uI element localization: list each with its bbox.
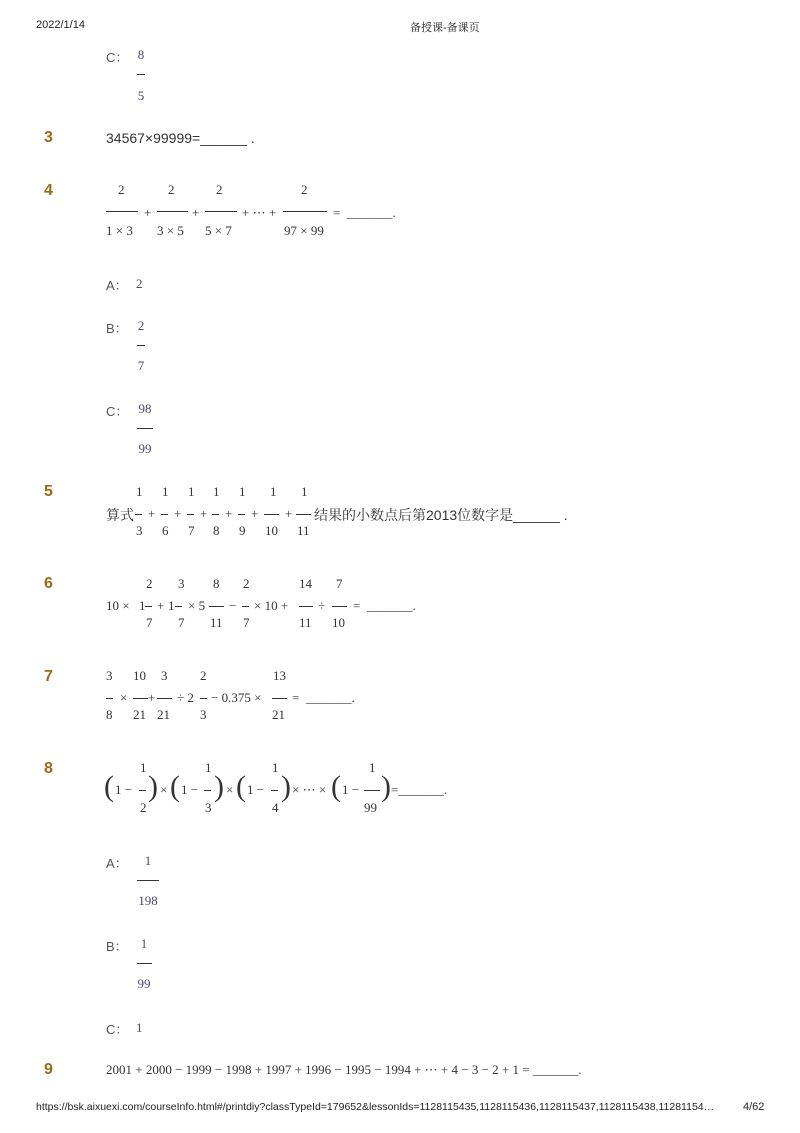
denominator: 3 × 5: [157, 223, 184, 238]
question-expression: 2001 + 2000 − 1999 − 1998 + 1997 + 1996 − 1995 − 1994 + ⋯ + 4 − 3 − 2 + 1 = _______.: [106, 1062, 582, 1077]
page-number: 4/62: [743, 1101, 765, 1113]
option-label: A：: [106, 278, 128, 293]
numerator: 2: [168, 182, 175, 197]
option-label: C：: [106, 404, 129, 419]
right-paren: ): [381, 770, 391, 803]
answer-blank[interactable]: _______.: [367, 598, 416, 613]
question-number: 4: [44, 182, 53, 199]
denominator: 21: [157, 707, 170, 722]
fraction-bar: [283, 211, 327, 212]
denominator: 2: [140, 800, 147, 815]
answer-blank[interactable]: =_______.: [391, 782, 448, 797]
operator: +: [148, 690, 156, 705]
numerator: 2: [118, 182, 125, 197]
denominator: 7: [178, 615, 185, 630]
question-number: 3: [44, 129, 53, 146]
fraction-denominator: 99: [137, 976, 151, 991]
fraction-bar: [209, 606, 224, 607]
denominator: 3: [200, 707, 207, 722]
fraction-bar: [212, 514, 219, 515]
numerator: 2: [216, 182, 223, 197]
operator: − 0.375 ×: [211, 690, 262, 705]
operator: × 10 +: [254, 598, 289, 613]
denominator: 1 × 3: [106, 223, 133, 238]
numerator: 3: [161, 668, 168, 683]
operator: +: [192, 205, 200, 220]
operator: +: [200, 506, 208, 521]
operator: +: [174, 506, 182, 521]
denominator: 11: [299, 615, 312, 630]
denominator: 21: [133, 707, 146, 722]
fraction-bar: [161, 514, 168, 515]
operator: =: [333, 205, 341, 220]
term: 1 −: [342, 782, 360, 797]
question-number: 8: [44, 760, 53, 777]
print-date: 2022/1/14: [36, 19, 85, 31]
question-number: 6: [44, 575, 53, 592]
fraction-bar: [145, 606, 152, 607]
option-label: B：: [106, 321, 128, 336]
operator: × ⋯ ×: [292, 782, 327, 797]
denominator: 10: [332, 615, 345, 630]
numerator: 1: [213, 484, 220, 499]
fraction-numerator: 8: [137, 47, 145, 62]
fraction-bar: [137, 74, 145, 75]
question-text: 34567×99999=______ .: [106, 130, 255, 146]
denominator: 3: [205, 800, 212, 815]
operator: ×: [226, 782, 234, 797]
right-paren: ): [281, 770, 291, 803]
operator: =: [292, 690, 300, 705]
term: 1: [139, 598, 146, 613]
numerator: 13: [273, 668, 286, 683]
fraction-denominator: 99: [138, 441, 152, 456]
fraction-numerator: 1: [144, 853, 152, 868]
question-number: 9: [44, 1061, 53, 1078]
fraction-numerator: 1: [140, 936, 148, 951]
fraction-denominator: 5: [137, 88, 145, 103]
numerator: 1: [272, 760, 279, 775]
denominator: 11: [210, 615, 223, 630]
denominator: 7: [146, 615, 153, 630]
denominator: 10: [265, 523, 278, 538]
left-paren: (: [170, 770, 180, 803]
fraction-numerator: 98: [138, 401, 152, 416]
operator: ÷ 2: [177, 690, 194, 705]
numerator: 1: [188, 484, 195, 499]
fraction-denominator: 198: [138, 893, 158, 908]
denominator: 99: [364, 800, 377, 815]
operator: +: [251, 506, 259, 521]
operator: +: [285, 506, 293, 521]
operator: =: [353, 598, 361, 613]
fraction-bar: [264, 514, 279, 515]
question-number: 5: [44, 483, 53, 500]
answer-blank[interactable]: _______.: [347, 205, 396, 220]
operator: × 5: [188, 598, 206, 613]
fraction-bar: [139, 790, 146, 791]
fraction-bar: [200, 698, 207, 699]
denominator: 4: [272, 800, 279, 815]
fraction-bar: [187, 514, 194, 515]
denominator: 8: [106, 707, 113, 722]
denominator: 9: [239, 523, 246, 538]
fraction-bar: [332, 606, 347, 607]
fraction-bar: [157, 698, 172, 699]
numerator: 10: [133, 668, 146, 683]
denominator: 5 × 7: [205, 223, 232, 238]
fraction-bar: [272, 698, 287, 699]
denominator: 97 × 99: [284, 223, 324, 238]
term: 1 −: [181, 782, 199, 797]
term: 1 −: [247, 782, 265, 797]
fraction-bar: [157, 211, 188, 212]
fraction-bar: [133, 698, 148, 699]
fraction-bar: [137, 963, 152, 964]
numerator: 1: [301, 484, 308, 499]
fraction-bar: [106, 211, 138, 212]
fraction-bar: [299, 606, 313, 607]
numerator: 2: [200, 668, 207, 683]
fraction-bar: [364, 790, 380, 791]
fraction-bar: [137, 880, 159, 881]
numerator: 1: [205, 760, 212, 775]
option-value: 2: [136, 276, 143, 291]
right-paren: ): [214, 770, 224, 803]
fraction-bar: [204, 790, 211, 791]
fraction-bar: [175, 606, 182, 607]
denominator: 3: [136, 523, 143, 538]
numerator: 2: [301, 182, 308, 197]
numerator: 1: [140, 760, 147, 775]
left-paren: (: [331, 770, 341, 803]
term: 1 −: [115, 782, 133, 797]
operator: +: [144, 205, 152, 220]
operator: ×: [160, 782, 168, 797]
option-value: 1: [136, 1020, 143, 1035]
question-number: 7: [44, 668, 53, 685]
fraction-bar: [135, 514, 142, 515]
numerator: 14: [299, 576, 312, 591]
option-label: B：: [106, 939, 128, 954]
fraction-numerator: 2: [137, 318, 145, 333]
numerator: 1: [162, 484, 169, 499]
numerator: 1: [136, 484, 143, 499]
operator: −: [229, 598, 237, 613]
denominator: 21: [272, 707, 285, 722]
left-paren: (: [104, 770, 114, 803]
fraction-bar: [137, 428, 153, 429]
numerator: 2: [146, 576, 153, 591]
operator: ×: [120, 690, 128, 705]
numerator: 8: [213, 576, 220, 591]
fraction-bar: [238, 514, 245, 515]
page-url: https://bsk.aixuexi.com/courseInfo.html#/printdiy?classTypeId=179652&lessonIds=1128115435,1128115436,1128115437,1128115438,11281154…: [36, 1101, 715, 1113]
option-label: C：: [106, 1022, 129, 1037]
fraction-bar: [242, 606, 249, 607]
denominator: 8: [213, 523, 220, 538]
numerator: 7: [336, 576, 343, 591]
fraction-denominator: 7: [137, 358, 145, 373]
denominator: 6: [162, 523, 169, 538]
fraction-bar: [205, 211, 237, 212]
operator: +: [225, 506, 233, 521]
answer-blank[interactable]: _______.: [306, 690, 355, 705]
operator: ÷: [318, 598, 326, 613]
option-label: C：: [106, 50, 129, 65]
fraction-bar: [271, 790, 278, 791]
left-paren: (: [236, 770, 246, 803]
term: 10 ×: [106, 598, 130, 613]
fraction-bar: [296, 514, 311, 515]
operator: + ⋯ +: [242, 205, 277, 220]
fraction-bar: [137, 345, 145, 346]
numerator: 1: [239, 484, 246, 499]
option-label: A：: [106, 856, 128, 871]
numerator: 1: [270, 484, 277, 499]
denominator: 7: [243, 615, 250, 630]
question-prefix: 算式: [106, 507, 134, 523]
numerator: 2: [243, 576, 250, 591]
numerator: 3: [178, 576, 185, 591]
page-title: 备授课-备课页: [410, 22, 480, 34]
operator: +: [148, 506, 156, 521]
operator: +: [157, 598, 165, 613]
numerator: 1: [369, 760, 376, 775]
numerator: 3: [106, 668, 113, 683]
fraction-bar: [106, 698, 113, 699]
right-paren: ): [148, 770, 158, 803]
question-suffix: 结果的小数点后第2013位数字是______ .: [314, 507, 568, 523]
denominator: 7: [188, 523, 195, 538]
term: 1: [168, 598, 175, 613]
denominator: 11: [297, 523, 310, 538]
